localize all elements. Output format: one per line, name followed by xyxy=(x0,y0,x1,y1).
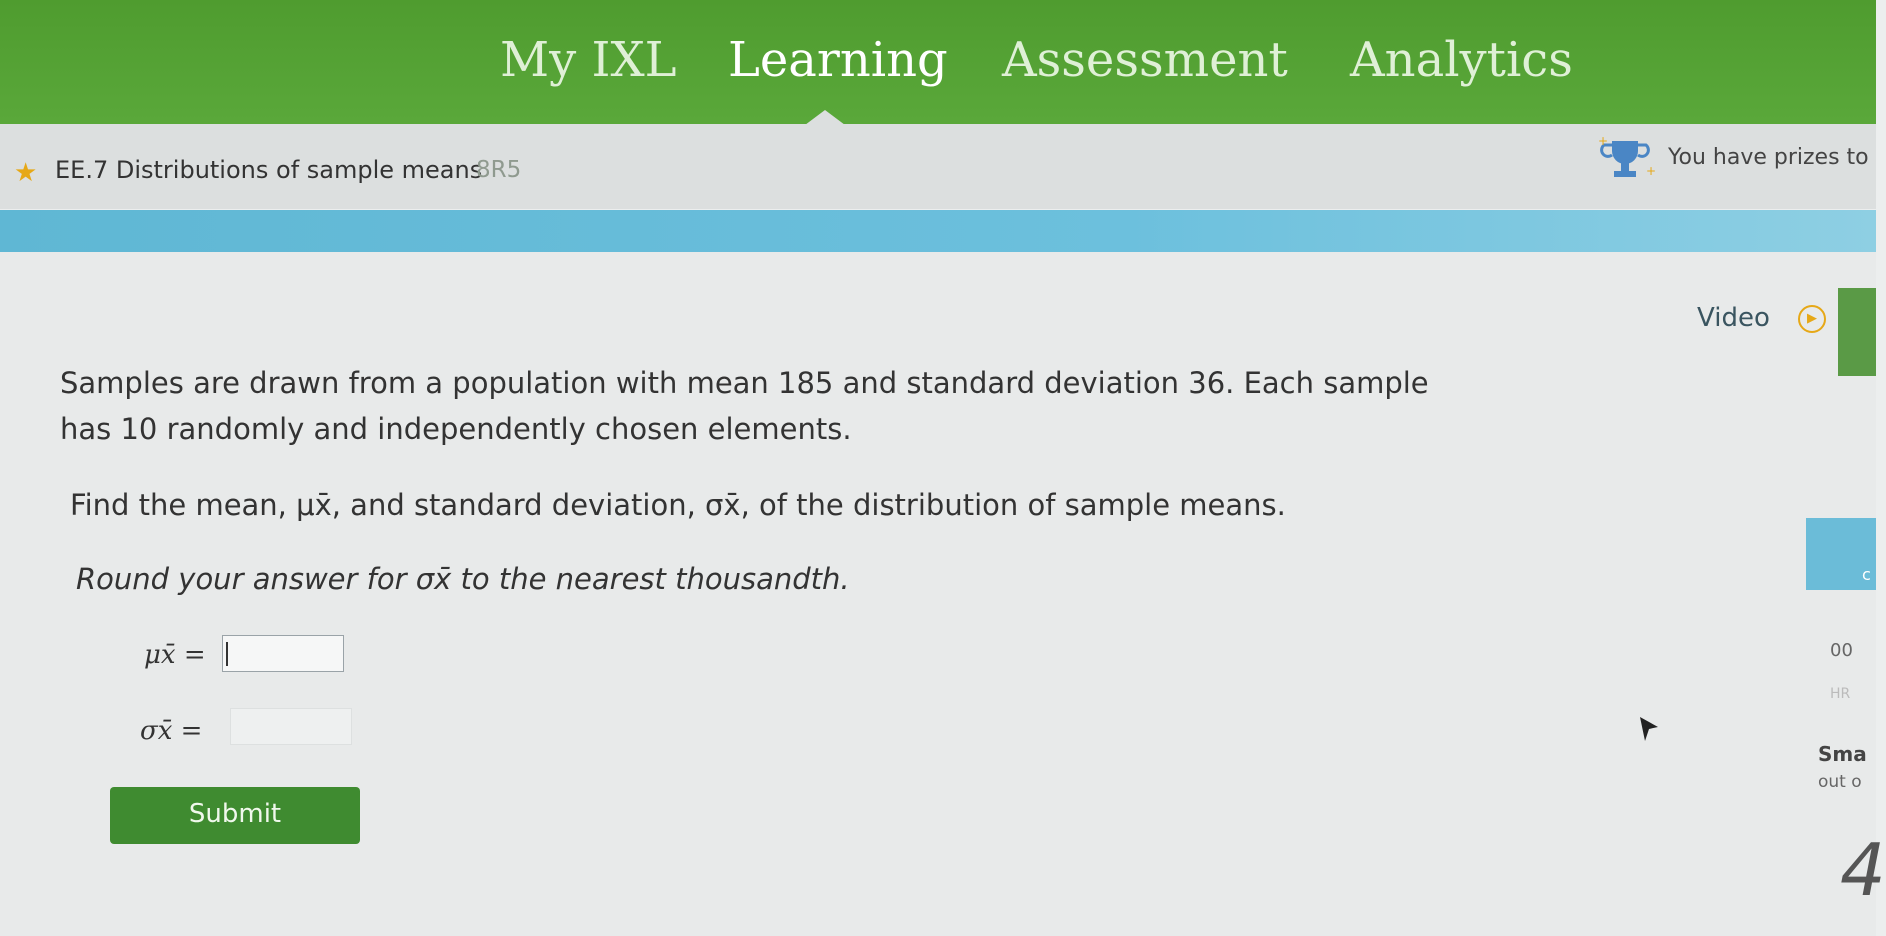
smartscore-value: 4 xyxy=(1840,828,1886,912)
question-instruction: Find the mean, μx̄, and standard deviation, σx̄, of the distribution of sample means. xyxy=(70,488,1286,522)
text-caret xyxy=(226,642,228,666)
smartscore-label: Sma xyxy=(1818,742,1867,766)
rounding-instruction: Round your answer for σx̄ to the nearest thousandth. xyxy=(76,562,850,596)
star-icon: ★ xyxy=(14,158,38,188)
svg-text:+: + xyxy=(1598,134,1609,148)
time-elapsed-label: HR xyxy=(1830,686,1851,702)
trophy-icon[interactable] xyxy=(1590,135,1660,185)
questions-answered: 00 xyxy=(1830,640,1853,661)
standard-deviation-input[interactable] xyxy=(230,708,352,745)
play-icon[interactable]: ▶ xyxy=(1798,305,1826,333)
mean-label: μx̄ = xyxy=(144,640,206,670)
nav-item-learning[interactable]: Learning xyxy=(728,32,948,88)
prizes-message[interactable]: You have prizes to xyxy=(1668,145,1869,170)
skill-code: 8R5 xyxy=(476,157,522,183)
nav-active-indicator xyxy=(805,110,845,125)
side-panel-text: c xyxy=(1862,565,1871,584)
question-text-line: Samples are drawn from a population with mean 185 and standard deviation 36. Each sample xyxy=(60,366,1429,400)
standard-deviation-label: σx̄ = xyxy=(140,716,203,746)
nav-item-my-ixl[interactable]: My IXL xyxy=(500,32,677,88)
question-text-line: has 10 randomly and independently chosen elements. xyxy=(60,412,852,446)
progress-stripe xyxy=(0,210,1876,252)
skill-title: EE.7 Distributions of sample means xyxy=(55,156,483,184)
side-tab[interactable] xyxy=(1838,288,1876,376)
nav-item-analytics[interactable]: Analytics xyxy=(1350,32,1573,88)
video-link[interactable]: Video xyxy=(1697,303,1770,333)
smartscore-sublabel: out o xyxy=(1818,772,1862,792)
mouse-cursor-icon xyxy=(1636,715,1662,745)
mean-input[interactable] xyxy=(222,635,344,672)
submit-button[interactable]: Submit xyxy=(110,787,360,844)
svg-text:+: + xyxy=(1646,164,1657,178)
nav-item-assessment[interactable]: Assessment xyxy=(1002,32,1288,88)
